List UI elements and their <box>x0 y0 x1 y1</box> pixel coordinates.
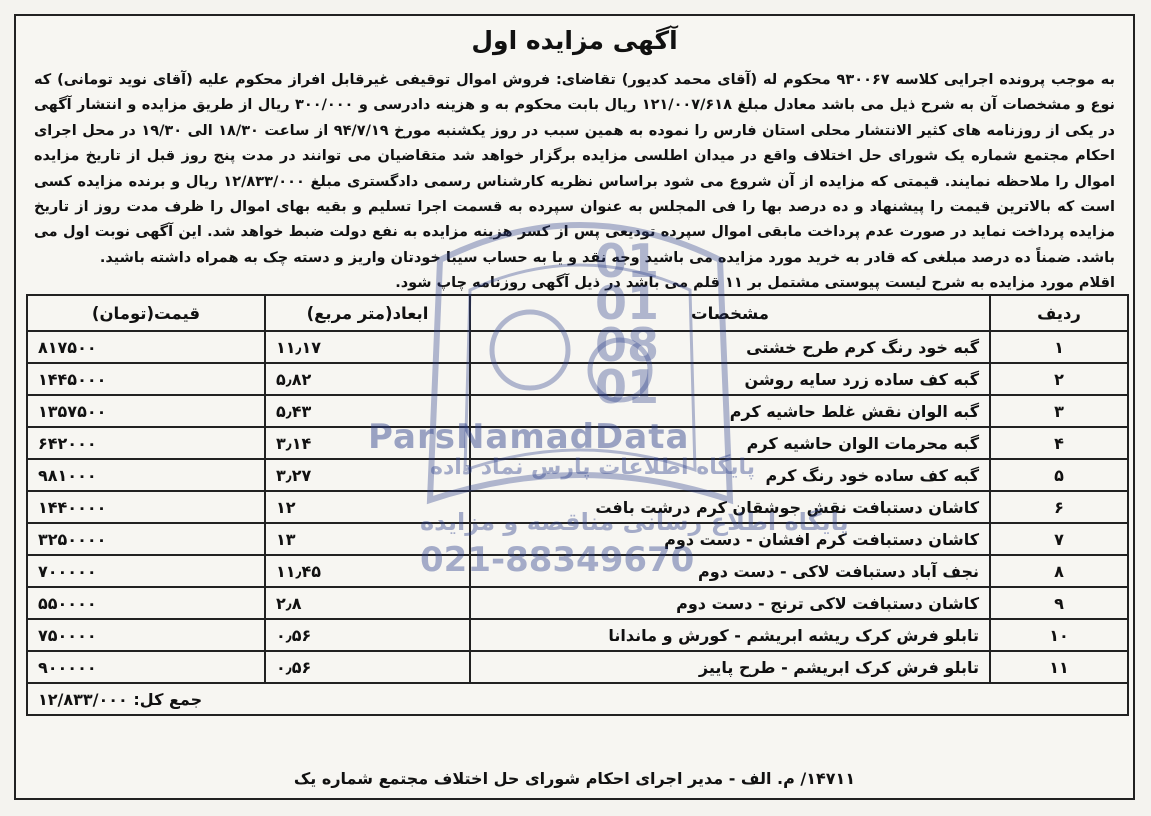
item-description: تابلو فرش کرک ابریشم - طرح پاییز <box>470 651 990 683</box>
item-price: ۹۸۱۰۰۰ <box>27 459 265 491</box>
watermark-digits: 01010801 <box>595 234 660 414</box>
item-dimensions: ۵٫۴۳ <box>265 395 470 427</box>
notice-title: آگهی مزایده اول <box>471 26 678 55</box>
row-number: ۳ <box>990 395 1128 427</box>
item-dimensions: ۰٫۵۶ <box>265 651 470 683</box>
row-number: ۸ <box>990 555 1128 587</box>
item-price: ۱۴۴۵۰۰۰ <box>27 363 265 395</box>
item-description: گبه خود رنگ کرم طرح خشتی <box>470 331 990 363</box>
header-dimensions: ابعاد(متر مربع) <box>265 295 470 331</box>
header-row-number: ردیف <box>990 295 1128 331</box>
item-dimensions: ۱۱٫۴۵ <box>265 555 470 587</box>
table-row <box>27 363 1128 395</box>
row-number: ۱۰ <box>990 619 1128 651</box>
table-header-row <box>27 295 1128 331</box>
item-dimensions: ۱۳ <box>265 523 470 555</box>
table-row <box>27 331 1128 363</box>
notice-body <box>34 68 1115 297</box>
item-price: ۸۱۷۵۰۰ <box>27 331 265 363</box>
item-price: ۹۰۰۰۰۰ <box>27 651 265 683</box>
item-dimensions: ۱۱٫۱۷ <box>265 331 470 363</box>
row-number: ۴ <box>990 427 1128 459</box>
item-price: ۶۴۲۰۰۰ <box>27 427 265 459</box>
item-description: گبه کف ساده خود رنگ کرم <box>470 459 990 491</box>
watermark-brand: ParsNamadData <box>368 417 690 457</box>
item-price: ۱۴۴۰۰۰۰ <box>27 491 265 523</box>
notice-paragraph: به موجب پرونده اجرایی کلاسه ۹۳۰۰۶۷ محکوم له (آقای محمد کدیور) تقاضای: فروش اموال توقیفی غیرقابل افراز محکوم علیه (آقای نوید تومانی) که نوع و مشخصات آن به شرح ذیل می باشد معادل مبلغ ۱۲۱/۰۰۷/۶۱۸ ریال بابت محکوم به و هزینه دادرسی و ۳۰۰/۰۰۰ ریال از طریق مزایده و انتشار آگهی در یکی از روزنامه های کثیر الانتشار محلی استان فارس را نموده به همین سبب در روز یکشنبه مورخ ۹۴/۷/۱۹ از ساعت ۱۸/۳۰ الی ۱۹/۳۰ در محل اجرای احکام مجتمع شماره یک شورای حل اختلاف واقع در میدان اطلسی مزایده برگزار خواهد شد متقاضیان می توانند در مدت پنج روز قبل از تاریخ مزایده اموال را ملاحظه نمایند. قیمتی که مزایده از آن شروع می شود براساس نظریه کارشناس رسمی دادگستری مبلغ ۱۲/۸۳۳/۰۰۰ ریال و برنده مزایده کسی است که بالاترین قیمت را پیشنهاد و ده درصد بها را فی المجلس به عنوان سپرده به قسمت اجرا تسلیم و بقیه بهای اموال را ظرف مدت روز از تاریخ مزایده پرداخت نماید در صورت عدم پرداخت مابقی اموال سپرده تودیعی پس از کسر هزینه مزایده به نفع دولت ضبط خواهد شد. این آگهی نوبت اول می باشد. ضمناً ده درصد مبلغی که قادر به خرید مورد مزایده می باشید وجه نقد و یا به حساب سیبا خودتان واریز و دسته چک به همراه داشته باشید. <box>34 72 1115 266</box>
notice-frame <box>14 14 1135 800</box>
row-number: ۹ <box>990 587 1128 619</box>
item-description: گبه کف ساده زرد سایه روشن <box>470 363 990 395</box>
item-price: ۷۰۰۰۰۰ <box>27 555 265 587</box>
auction-items-table <box>26 294 1129 716</box>
row-number: ۲ <box>990 363 1128 395</box>
item-description: نجف آباد دستبافت لاکی - دست دوم <box>470 555 990 587</box>
notice-items-note: اقلام مورد مزایده به شرح لیست پیوستی مشتمل بر ۱۱ قلم می باشد در ذیل آگهی روزنامه چاپ شود. <box>395 275 1115 292</box>
header-price: قیمت(تومان) <box>27 295 265 331</box>
watermark-tender-line: پایگاه اطلاع رسانی مناقصه و مزایده <box>420 508 849 536</box>
item-dimensions: ۳٫۲۷ <box>265 459 470 491</box>
item-dimensions: ۳٫۱۴ <box>265 427 470 459</box>
item-dimensions: ۵٫۸۲ <box>265 363 470 395</box>
table-row <box>27 651 1128 683</box>
total-value: ۱۲/۸۳۳/۰۰۰ <box>38 689 128 709</box>
item-price: ۱۳۵۷۵۰۰ <box>27 395 265 427</box>
total-cell <box>27 683 1128 715</box>
notice-signature: ۱۴۷۱۱/ م. الف - مدیر اجرای احکام شورای حل اختلاف مجتمع شماره یک <box>293 769 856 788</box>
row-number: ۶ <box>990 491 1128 523</box>
item-description: تابلو فرش کرک ریشه ابریشم - کورش و ماندانا <box>470 619 990 651</box>
row-number: ۵ <box>990 459 1128 491</box>
item-description: کاشان دستبافت لاکی ترنج - دست دوم <box>470 587 990 619</box>
total-label: جمع کل: <box>133 689 203 709</box>
table-row <box>27 619 1128 651</box>
row-number: ۱ <box>990 331 1128 363</box>
item-dimensions: ۱۲ <box>265 491 470 523</box>
item-dimensions: ۰٫۵۶ <box>265 619 470 651</box>
item-price: ۵۵۰۰۰۰ <box>27 587 265 619</box>
item-dimensions: ۲٫۸ <box>265 587 470 619</box>
table-total-row <box>27 683 1128 715</box>
table-row <box>27 587 1128 619</box>
row-number: ۷ <box>990 523 1128 555</box>
header-description: مشخصات <box>470 295 990 331</box>
item-description: کاشان دستبافت نقش جوشقان کرم درشت بافت <box>470 491 990 523</box>
item-description: کاشان دستبافت کرم افشان - دست دوم <box>470 523 990 555</box>
item-description: گبه الوان نقش غلط حاشیه کرم <box>470 395 990 427</box>
item-price: ۳۲۵۰۰۰۰ <box>27 523 265 555</box>
item-price: ۷۵۰۰۰۰ <box>27 619 265 651</box>
row-number: ۱۱ <box>990 651 1128 683</box>
watermark-phone: 021-88349670 <box>420 540 695 580</box>
item-description: گبه محرمات الوان حاشیه کرم <box>470 427 990 459</box>
watermark-persian-line: پایگاه اطلاعات پارس نماد داده <box>430 455 756 480</box>
